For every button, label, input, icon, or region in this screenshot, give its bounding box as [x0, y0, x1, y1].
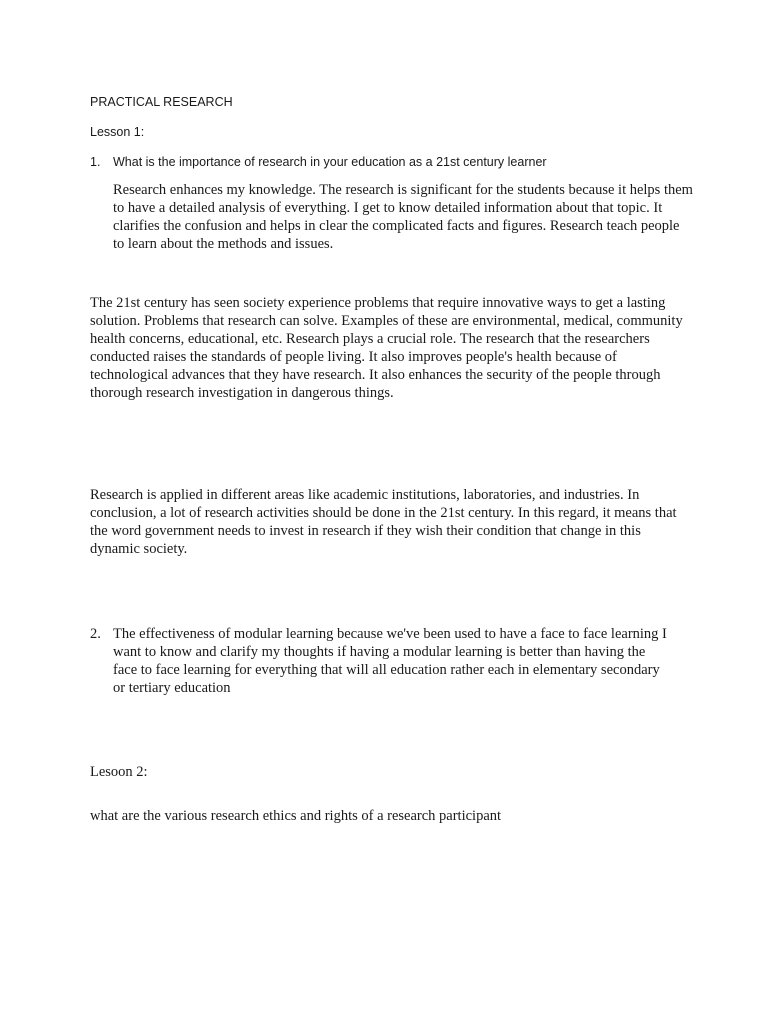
document-title: PRACTICAL RESEARCH	[90, 95, 233, 109]
paragraph-conclusion: Research is applied in different areas like academic institutions, laboratories, and industries. In conclusion, a lot of research activities should be done in the 21st century. In this regard, it means that the word government needs to invest in research if they wish their condition that change in this dynamic society.	[90, 487, 677, 557]
lesson-2-question: what are the various research ethics and rights of a research participant	[90, 808, 502, 824]
question-1-number: 1.	[90, 155, 101, 169]
lesson-1-heading: Lesson 1:	[90, 125, 145, 139]
question-1-text: What is the importance of research in your education as a 21st century learner	[113, 155, 547, 169]
paragraph-21st-century: The 21st century has seen society experience problems that require innovative ways to get a lasting solution. Problems that research can solve. Examples of these are environmental, medical, community health concerns, educational, etc. Research plays a crucial role. The research that the researchers conducted raises the standards of people living. It also improves people's health because of technological advances that they have research. It also enhances the security of the people through thorough research investigation in dangerous things.	[90, 295, 683, 401]
question-1-answer: Research enhances my knowledge. The research is significant for the students because it helps them to have a detailed analysis of everything. I get to know detailed information about that topic. It clarifies the confusion and helps in clear the complicated facts and figures. Research teach people to learn about the methods and issues.	[113, 182, 693, 252]
question-2-number: 2.	[90, 626, 101, 642]
lesson-2-heading: Lesoon 2:	[90, 764, 148, 780]
question-2-text: The effectiveness of modular learning because we've been used to have a face to face learning I want to know and clarify my thoughts if having a modular learning is better than having the face to face learning for everything that will all education rather each in elementary secondary or tertiary education	[113, 626, 667, 696]
